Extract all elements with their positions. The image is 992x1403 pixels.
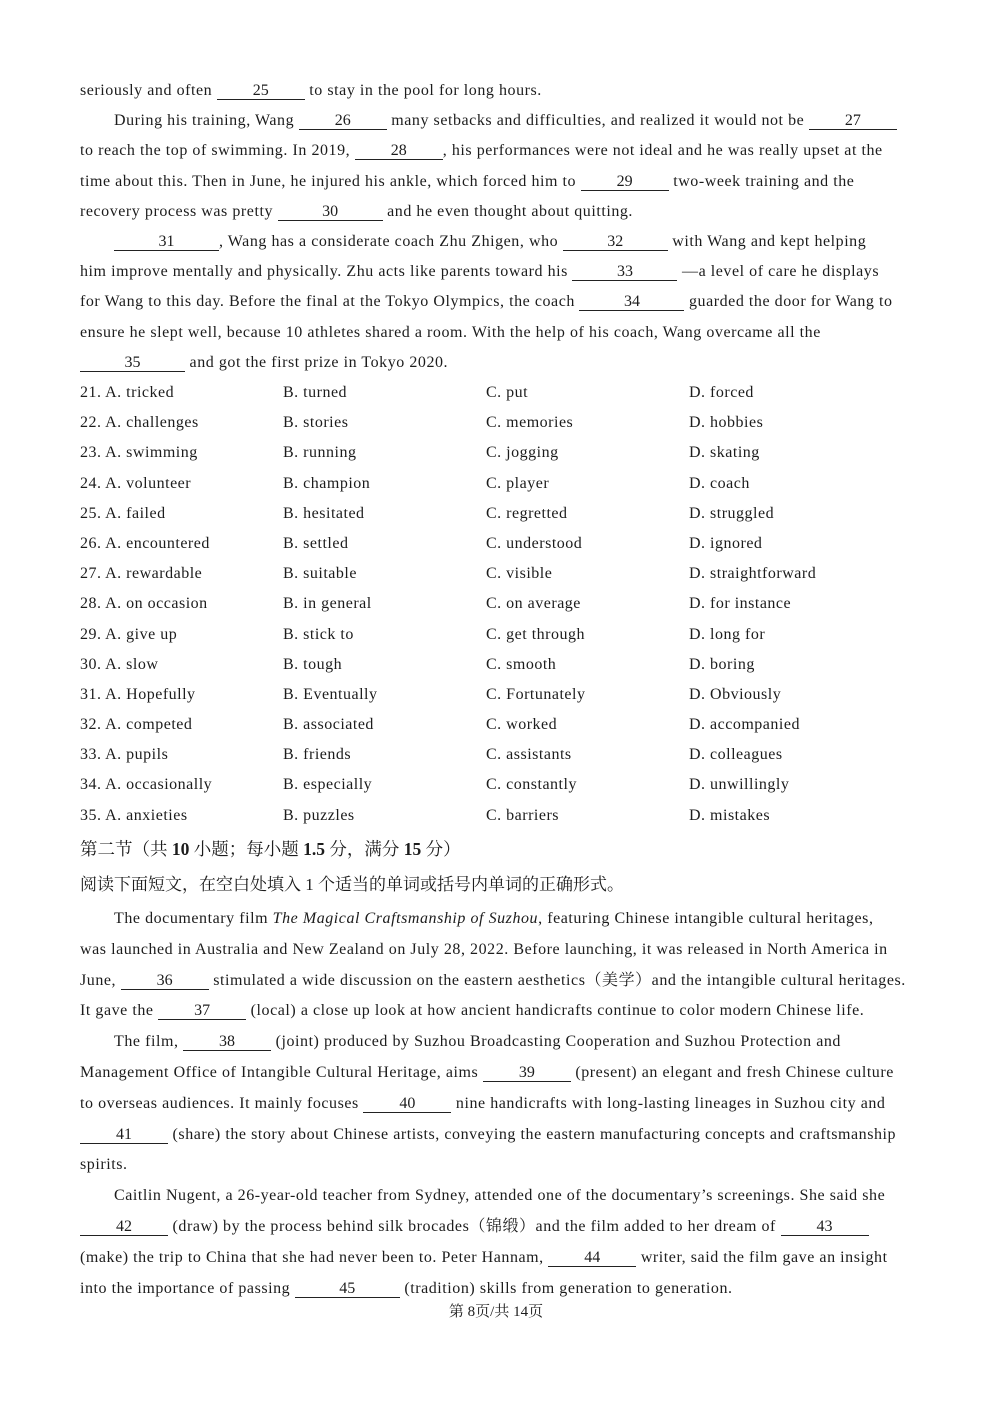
passage-text: and he even thought about quitting. — [382, 202, 633, 220]
passage-text: seriously and often — [80, 82, 217, 99]
passage-text: time about this. Then in June, he injured his ankle, which forced him to — [80, 172, 581, 190]
option-a — [80, 589, 283, 619]
option-text: C. barriers — [486, 806, 560, 824]
blank-39: 39 — [483, 1065, 571, 1082]
option-d — [689, 740, 892, 770]
option-b — [283, 620, 486, 650]
blank-41: 41 — [80, 1127, 168, 1144]
option-d — [689, 710, 892, 740]
blank-36: 36 — [121, 973, 209, 990]
blank-34: 34 — [579, 294, 684, 311]
question-number: 21. — [80, 384, 102, 401]
blank-37: 37 — [158, 1003, 246, 1020]
passage-line — [80, 996, 920, 1027]
option-text: D. straightforward — [689, 565, 817, 583]
option-row — [80, 589, 920, 619]
passage-line — [80, 1212, 920, 1243]
passage-line — [80, 257, 920, 287]
bold-number: 1.5 — [303, 839, 325, 859]
option-row — [80, 770, 920, 800]
option-text: C. understood — [486, 534, 583, 552]
option-text: B. in general — [283, 595, 372, 613]
section-instruction: 阅读下面短文，在空白处填入 1 个适当的单词或括号内单词的正确形式。 — [80, 875, 624, 894]
question-number: 31. — [80, 685, 102, 703]
passage-line — [80, 904, 920, 935]
passage-line — [80, 106, 920, 136]
option-text: B. running — [283, 444, 357, 462]
question-number: 35. — [80, 806, 102, 824]
question-number: 24. — [80, 474, 102, 492]
passage-text: to overseas audiences. It mainly focuses — [80, 1094, 364, 1112]
option-text: D. long for — [689, 625, 766, 643]
option-text: A. give up — [105, 625, 178, 643]
blank-35: 35 — [80, 355, 185, 372]
blank-43: 43 — [781, 1219, 869, 1236]
option-c — [486, 650, 689, 680]
blank-27: 27 — [809, 113, 897, 130]
option-text: D. ignored — [689, 534, 763, 552]
passage-text: The film, — [114, 1033, 184, 1051]
option-text: B. friends — [283, 746, 352, 764]
option-d — [689, 770, 892, 800]
option-text: D. Obviously — [689, 685, 782, 703]
option-a — [80, 620, 283, 650]
bold-number: 10 — [171, 839, 190, 859]
option-text: A. volunteer — [105, 474, 192, 492]
passage-text: with Wang and kept helping — [667, 232, 867, 250]
option-row — [80, 408, 920, 438]
option-text: A. encountered — [105, 534, 210, 552]
passage-text: and got the first prize in Tokyo 2020. — [185, 353, 449, 371]
option-d — [689, 438, 892, 468]
option-row — [80, 801, 920, 831]
question-number: 29. — [80, 625, 102, 643]
question-number: 25. — [80, 504, 102, 522]
option-text: D. coach — [689, 474, 750, 492]
option-text: B. champion — [283, 474, 371, 492]
option-b — [283, 529, 486, 559]
passage-text: (local) a close up look at how ancient handicrafts continue to color modern Chinese life. — [246, 1002, 865, 1020]
option-text: A. on occasion — [105, 595, 208, 613]
option-text: D. unwillingly — [689, 776, 790, 794]
option-text: C. on average — [486, 595, 581, 613]
option-text: A. tricked — [105, 384, 175, 401]
question-number: 26. — [80, 534, 102, 552]
option-text: C. smooth — [486, 655, 557, 673]
film-title: The Magical Craftsmanship of Suzhou — [272, 910, 539, 927]
blank-33: 33 — [572, 264, 677, 281]
passage-text: was launched in Australia and New Zealand on July 28, 2022. Before launching, it was released in North America in — [80, 940, 888, 958]
option-text: D. boring — [689, 655, 755, 673]
option-b — [283, 680, 486, 710]
option-c — [486, 770, 689, 800]
passage-line — [80, 1120, 920, 1151]
option-text: A. rewardable — [105, 565, 203, 583]
option-text: B. Eventually — [283, 685, 378, 703]
option-text: B. hesitated — [283, 504, 365, 522]
blank-44: 44 — [548, 1250, 636, 1267]
option-text: B. puzzles — [283, 806, 355, 824]
passage-line — [80, 76, 920, 106]
option-text: C. put — [486, 384, 529, 401]
question-number: 23. — [80, 444, 102, 462]
option-c — [486, 438, 689, 468]
option-a — [80, 770, 283, 800]
option-row — [80, 620, 920, 650]
option-text: B. suitable — [283, 565, 357, 583]
option-text: D. mistakes — [689, 806, 771, 824]
option-c — [486, 469, 689, 499]
option-b — [283, 499, 486, 529]
option-d — [689, 589, 892, 619]
option-text: A. swimming — [105, 444, 198, 462]
passage-text: nine handicrafts with long-lasting lineages in Suzhou city and — [451, 1094, 886, 1112]
option-text: B. turned — [283, 384, 348, 401]
question-number: 27. — [80, 565, 102, 583]
option-d — [689, 559, 892, 589]
passage-text: guarded the door for Wang to — [684, 293, 893, 311]
option-row — [80, 740, 920, 770]
option-text: D. forced — [689, 384, 754, 401]
option-b — [283, 710, 486, 740]
option-b — [283, 378, 486, 408]
passage-text: June, — [80, 971, 121, 989]
option-text: A. failed — [105, 504, 166, 522]
passage-line — [80, 318, 920, 348]
passage-line — [80, 935, 920, 966]
option-a — [80, 408, 283, 438]
passage-line — [80, 966, 920, 997]
option-a — [80, 469, 283, 499]
option-c — [486, 378, 689, 408]
option-text: A. competed — [105, 716, 193, 734]
option-text: A. Hopefully — [105, 685, 196, 703]
passage-text: (tradition) skills from generation to generation. — [399, 1279, 733, 1297]
passage-line — [80, 1027, 920, 1058]
blank-26: 26 — [299, 113, 387, 130]
option-a — [80, 710, 283, 740]
option-text: B. stories — [283, 414, 349, 432]
passage-text: 分，满分 — [325, 839, 404, 859]
passage-text: Caitlin Nugent, a 26-year-old teacher from Sydney, attended one of the documentary’s screenings. She said she — [114, 1187, 886, 1205]
option-text: A. anxieties — [105, 806, 188, 824]
option-text: A. slow — [105, 655, 159, 673]
passage-text: It gave the — [80, 1002, 159, 1020]
option-a — [80, 680, 283, 710]
option-row — [80, 378, 920, 408]
option-b — [283, 438, 486, 468]
option-text: C. get through — [486, 625, 585, 643]
passage-line — [80, 136, 920, 166]
option-text: C. player — [486, 474, 550, 492]
passage-text: (joint) produced by Suzhou Broadcasting Cooperation and Suzhou Protection and — [271, 1033, 841, 1051]
option-text: D. accompanied — [689, 716, 800, 734]
passage-line — [80, 1089, 920, 1120]
option-text: B. especially — [283, 776, 373, 794]
blank-42: 42 — [80, 1219, 168, 1236]
option-text: C. assistants — [486, 746, 572, 764]
option-a — [80, 378, 283, 408]
question-number: 22. — [80, 414, 102, 432]
option-d — [689, 378, 892, 408]
option-b — [283, 650, 486, 680]
option-a — [80, 438, 283, 468]
option-a — [80, 559, 283, 589]
passage-text: 分） — [421, 839, 461, 859]
section-heading — [80, 832, 461, 866]
option-b — [283, 469, 486, 499]
option-text: A. occasionally — [105, 776, 213, 794]
passage-text: recovery process was pretty — [80, 202, 278, 220]
option-row — [80, 559, 920, 589]
option-c — [486, 559, 689, 589]
cloze-options — [80, 378, 920, 831]
option-a — [80, 499, 283, 529]
blank-30: 30 — [278, 204, 383, 221]
blank-45: 45 — [295, 1281, 400, 1298]
option-a — [80, 740, 283, 770]
option-c — [486, 680, 689, 710]
passage-text: 小题；每小题 — [189, 839, 304, 859]
passage-text: to stay in the pool for long hours. — [304, 82, 542, 99]
passage-text: , featuring Chinese intangible cultural heritages, — [538, 910, 874, 927]
option-d — [689, 469, 892, 499]
passage-text: for Wang to this day. Before the final at the Tokyo Olympics, the coach — [80, 293, 580, 311]
option-c — [486, 710, 689, 740]
passage-line — [80, 1181, 920, 1212]
option-c — [486, 499, 689, 529]
passage-text: writer, said the film gave an insight — [636, 1248, 888, 1266]
passage-text: (present) an elegant and fresh Chinese culture — [570, 1063, 894, 1081]
option-text: C. worked — [486, 716, 558, 734]
passage-text: 第二节（共 — [80, 839, 172, 859]
option-text: C. constantly — [486, 776, 577, 794]
passage-text: to reach the top of swimming. In 2019, — [80, 142, 355, 160]
option-text: D. struggled — [689, 504, 775, 522]
option-row — [80, 650, 920, 680]
passage-line — [80, 287, 920, 317]
question-number: 32. — [80, 716, 102, 734]
passage-text: two-week training and the — [668, 172, 855, 190]
passage-text: stimulated a wide discussion on the eastern aesthetics（美学）and the intangible cultural heritages. — [208, 971, 906, 989]
passage-text: (make) the trip to China that she had never been to. Peter Hannam, — [80, 1248, 549, 1266]
option-text: A. challenges — [105, 414, 199, 432]
bold-number: 15 — [403, 839, 422, 859]
option-text: C. memories — [486, 414, 574, 432]
option-d — [689, 499, 892, 529]
option-row — [80, 499, 920, 529]
option-c — [486, 620, 689, 650]
question-number: 33. — [80, 746, 102, 764]
option-d — [689, 650, 892, 680]
blank-38: 38 — [183, 1034, 271, 1051]
option-d — [689, 408, 892, 438]
blank-25: 25 — [217, 83, 305, 100]
passage-text: During his training, Wang — [114, 112, 299, 130]
option-row — [80, 680, 920, 710]
question-number: 28. — [80, 595, 102, 613]
passage-text: spirits. — [80, 1156, 128, 1174]
option-text: B. settled — [283, 534, 349, 552]
fill-in-passage — [80, 904, 920, 1304]
option-c — [486, 408, 689, 438]
passage-text: , Wang has a considerate coach Zhu Zhigen, who — [219, 232, 563, 250]
option-text: D. skating — [689, 444, 760, 462]
option-row — [80, 529, 920, 559]
passage-text: him improve mentally and physically. Zhu acts like parents toward his — [80, 263, 573, 281]
blank-31: 31 — [114, 234, 219, 251]
blank-29: 29 — [581, 174, 669, 191]
question-number: 30. — [80, 655, 102, 673]
option-b — [283, 589, 486, 619]
option-d — [689, 529, 892, 559]
blank-28: 28 — [355, 143, 443, 160]
option-text: D. colleagues — [689, 746, 783, 764]
cloze-passage — [80, 76, 920, 378]
option-c — [486, 801, 689, 831]
option-b — [283, 801, 486, 831]
passage-line — [80, 197, 920, 227]
passage-text: ensure he slept well, because 10 athletes shared a room. With the help of his coach, Wang overcame all the — [80, 323, 821, 341]
passage-text: (share) the story about Chinese artists, conveying the eastern manufacturing concepts and craftsmanship — [168, 1125, 897, 1143]
option-b — [283, 770, 486, 800]
option-text: C. regretted — [486, 504, 568, 522]
option-text: D. hobbies — [689, 414, 764, 432]
option-text: B. stick to — [283, 625, 354, 643]
option-text: C. visible — [486, 565, 553, 583]
passage-line — [80, 1243, 920, 1274]
option-row — [80, 469, 920, 499]
passage-text: Management Office of Intangible Cultural Heritage, aims — [80, 1063, 483, 1081]
passage-line — [80, 1150, 920, 1181]
option-text: D. for instance — [689, 595, 792, 613]
passage-line — [80, 227, 920, 257]
page-footer: 第 8页/共 14页 — [448, 1304, 544, 1320]
passage-line — [80, 167, 920, 197]
passage-text: into the importance of passing — [80, 1279, 295, 1297]
option-a — [80, 529, 283, 559]
option-d — [689, 620, 892, 650]
blank-40: 40 — [363, 1096, 451, 1113]
option-text: B. tough — [283, 655, 343, 673]
option-d — [689, 680, 892, 710]
passage-line — [80, 1058, 920, 1089]
option-row — [80, 438, 920, 468]
option-text: C. Fortunately — [486, 685, 586, 703]
option-b — [283, 408, 486, 438]
option-text: B. associated — [283, 716, 374, 734]
passage-text: —a level of care he displays — [677, 263, 880, 281]
passage-text: (draw) by the process behind silk brocades（锦缎）and the film added to her dream of — [168, 1217, 781, 1235]
option-c — [486, 529, 689, 559]
option-a — [80, 650, 283, 680]
option-row — [80, 710, 920, 740]
option-text: A. pupils — [105, 746, 169, 764]
option-c — [486, 589, 689, 619]
option-c — [486, 740, 689, 770]
option-d — [689, 801, 892, 831]
blank-32: 32 — [563, 234, 668, 251]
question-number: 34. — [80, 776, 102, 794]
passage-text: many setbacks and difficulties, and realized it would not be — [386, 112, 809, 130]
option-b — [283, 740, 486, 770]
option-a — [80, 801, 283, 831]
passage-line — [80, 348, 920, 378]
passage-text: The documentary film — [114, 910, 273, 927]
option-b — [283, 559, 486, 589]
passage-text: , his performances were not ideal and he was really upset at the — [442, 142, 883, 160]
option-text: C. jogging — [486, 444, 559, 462]
